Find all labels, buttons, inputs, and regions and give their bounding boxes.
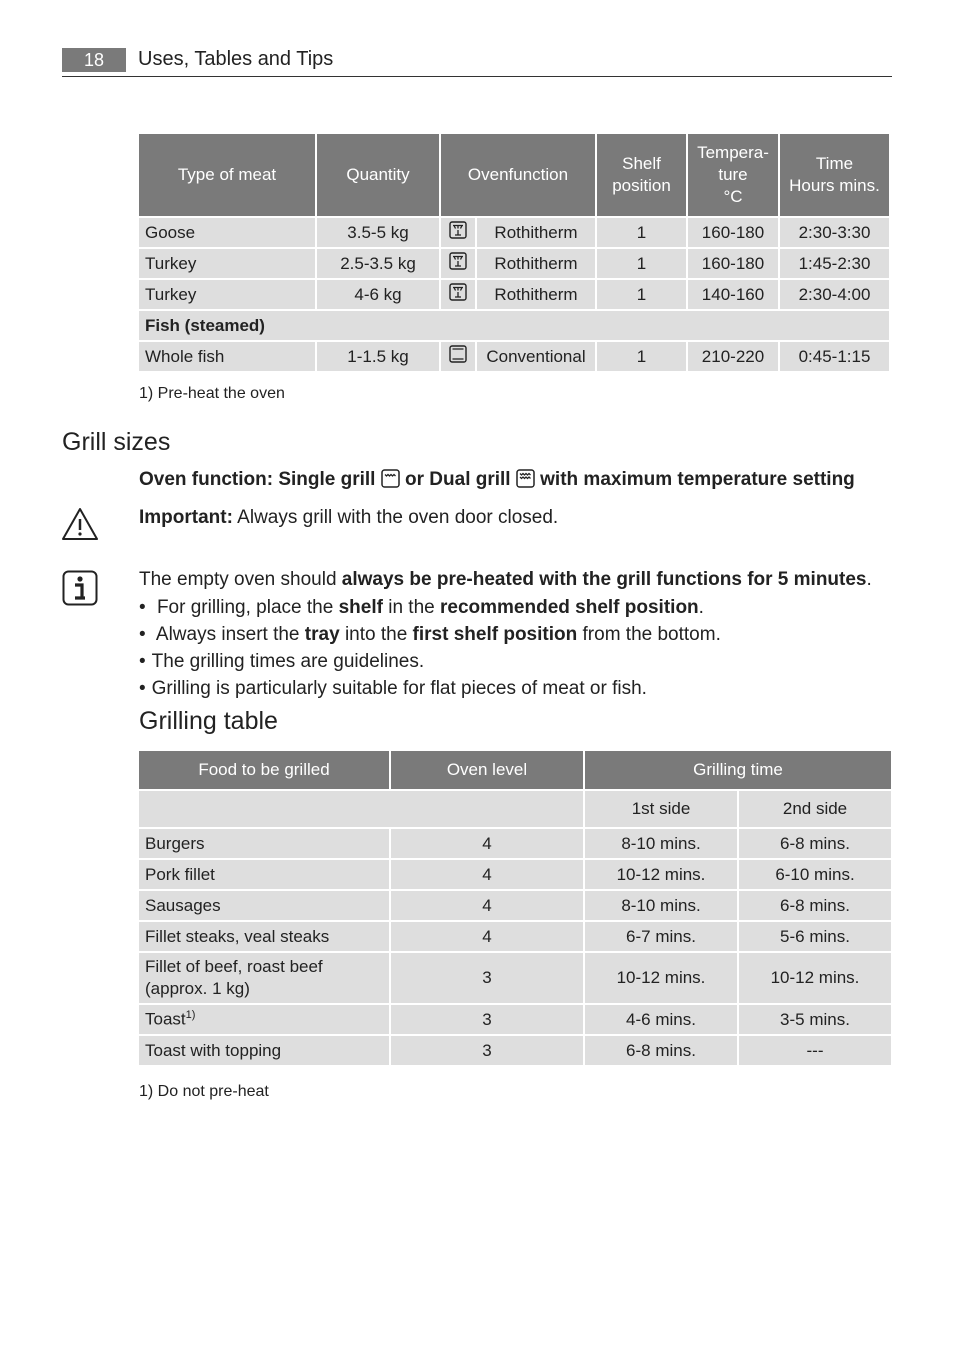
temperature: 210-220 — [688, 342, 778, 371]
first-side-time: 4-6 mins. — [585, 1005, 737, 1034]
oven-level: 3 — [391, 1036, 583, 1065]
dual-grill-icon — [516, 469, 535, 494]
meat-quantity: 3.5-5 kg — [317, 218, 439, 247]
oven-function: Rothitherm — [477, 280, 595, 309]
meat-quantity: 1-1.5 kg — [317, 342, 439, 371]
grill-tips-list — [139, 596, 721, 704]
list-item: • Grilling is particularly suitable for flat pieces of meat or fish. — [139, 677, 721, 704]
col-quantity: Quantity — [317, 134, 439, 216]
preheat-info: The empty oven should always be pre-heated with the grill functions for 5 minutes. — [139, 569, 872, 590]
meat-type: Turkey — [139, 249, 315, 278]
table-row — [139, 953, 891, 1003]
meat-type: Turkey — [139, 280, 315, 309]
time: 2:30-3:30 — [780, 218, 889, 247]
second-side-time: --- — [739, 1036, 891, 1065]
page-header — [62, 46, 892, 77]
col-grilling-time: Grilling time — [585, 751, 891, 789]
shelf-position: 1 — [597, 280, 686, 309]
rothitherm-icon — [441, 218, 475, 247]
col-type-of-meat: Type of meat — [139, 134, 315, 216]
table-row — [139, 922, 891, 951]
important-note: Important: Always grill with the oven door closed. — [139, 507, 559, 528]
second-side-time: 6-8 mins. — [739, 829, 891, 858]
second-side-time: 10-12 mins. — [739, 953, 891, 1003]
col-shelf-position: Shelf position — [597, 134, 686, 216]
table-row — [139, 342, 889, 371]
oven-function: Rothitherm — [477, 249, 595, 278]
oven-level: 4 — [391, 922, 583, 951]
food: Toast with topping — [139, 1036, 389, 1065]
oven-level: 3 — [391, 1005, 583, 1034]
group-label: Fish (steamed) — [139, 311, 889, 340]
sub-header-row — [139, 791, 891, 827]
rothitherm-icon — [441, 249, 475, 278]
col-first-side: 1st side — [585, 791, 737, 827]
table-row — [139, 1036, 891, 1065]
second-side-time: 6-8 mins. — [739, 891, 891, 920]
list-item: • Always insert the tray into the first shelf position from the bottom. — [139, 623, 721, 650]
footnote-marker: 1) — [185, 1009, 196, 1022]
oven-level: 4 — [391, 860, 583, 889]
time: 2:30-4:00 — [780, 280, 889, 309]
first-side-time: 10-12 mins. — [585, 860, 737, 889]
meat-quantity: 4-6 kg — [317, 280, 439, 309]
table-row — [139, 829, 891, 858]
second-side-time: 5-6 mins. — [739, 922, 891, 951]
temperature: 140-160 — [688, 280, 778, 309]
rothitherm-icon — [441, 280, 475, 309]
oven-level: 3 — [391, 953, 583, 1003]
first-side-time: 6-8 mins. — [585, 1036, 737, 1065]
single-grill-icon — [381, 469, 400, 494]
grilling-table-heading: Grilling table — [139, 707, 278, 735]
second-side-time: 3-5 mins. — [739, 1005, 891, 1034]
food: Fillet steaks, veal steaks — [139, 922, 389, 951]
col-oven-function: Ovenfunction — [441, 134, 595, 216]
time: 1:45-2:30 — [780, 249, 889, 278]
oven-level: 4 — [391, 891, 583, 920]
table-row — [139, 280, 889, 309]
first-side-time: 6-7 mins. — [585, 922, 737, 951]
shelf-position: 1 — [597, 342, 686, 371]
col-temperature: Tempera- ture °C — [688, 134, 778, 216]
oven-level: 4 — [391, 829, 583, 858]
food: Toast$^{1)}$ — [139, 1005, 389, 1034]
info-icon — [62, 570, 98, 611]
table-group-row — [139, 311, 889, 340]
grilling-table-footnote: 1) Do not pre-heat — [139, 1083, 269, 1100]
table-row — [139, 891, 891, 920]
col-food: Food to be grilled — [139, 751, 389, 789]
meat-type: Goose — [139, 218, 315, 247]
conventional-icon — [441, 342, 475, 371]
table-row — [139, 218, 889, 247]
meat-table-footnote: 1) Pre-heat the oven — [139, 385, 285, 402]
col-time: Time Hours mins. — [780, 134, 889, 216]
food: Fillet of beef, roast beef (approx. 1 kg) — [139, 953, 389, 1003]
table-row — [139, 1005, 891, 1034]
list-item: • For grilling, place the shelf in the recommended shelf position. — [139, 596, 721, 623]
warning-icon — [61, 507, 99, 546]
grill-sizes-heading: Grill sizes — [62, 428, 171, 456]
oven-function: Rothitherm — [477, 218, 595, 247]
shelf-position: 1 — [597, 249, 686, 278]
header-title: Uses, Tables and Tips — [138, 48, 334, 70]
second-side-time: 6-10 mins. — [739, 860, 891, 889]
meat-roasting-table — [137, 132, 891, 373]
list-item: • The grilling times are guidelines. — [139, 650, 721, 677]
oven-function-line: Oven function: Single grill or Dual grill with maximum temperature setting — [139, 469, 855, 494]
meat-quantity: 2.5-3.5 kg — [317, 249, 439, 278]
temperature: 160-180 — [688, 218, 778, 247]
time: 0:45-1:15 — [780, 342, 889, 371]
first-side-time: 8-10 mins. — [585, 891, 737, 920]
page-number: 18 — [62, 48, 126, 72]
food: Pork fillet — [139, 860, 389, 889]
temperature: 160-180 — [688, 249, 778, 278]
food: Burgers — [139, 829, 389, 858]
grilling-table — [137, 749, 893, 1067]
first-side-time: 8-10 mins. — [585, 829, 737, 858]
food: Sausages — [139, 891, 389, 920]
first-side-time: 10-12 mins. — [585, 953, 737, 1003]
col-oven-level: Oven level — [391, 751, 583, 789]
oven-function: Conventional — [477, 342, 595, 371]
col-second-side: 2nd side — [739, 791, 891, 827]
meat-type: Whole fish — [139, 342, 315, 371]
shelf-position: 1 — [597, 218, 686, 247]
table-row — [139, 249, 889, 278]
table-row — [139, 860, 891, 889]
